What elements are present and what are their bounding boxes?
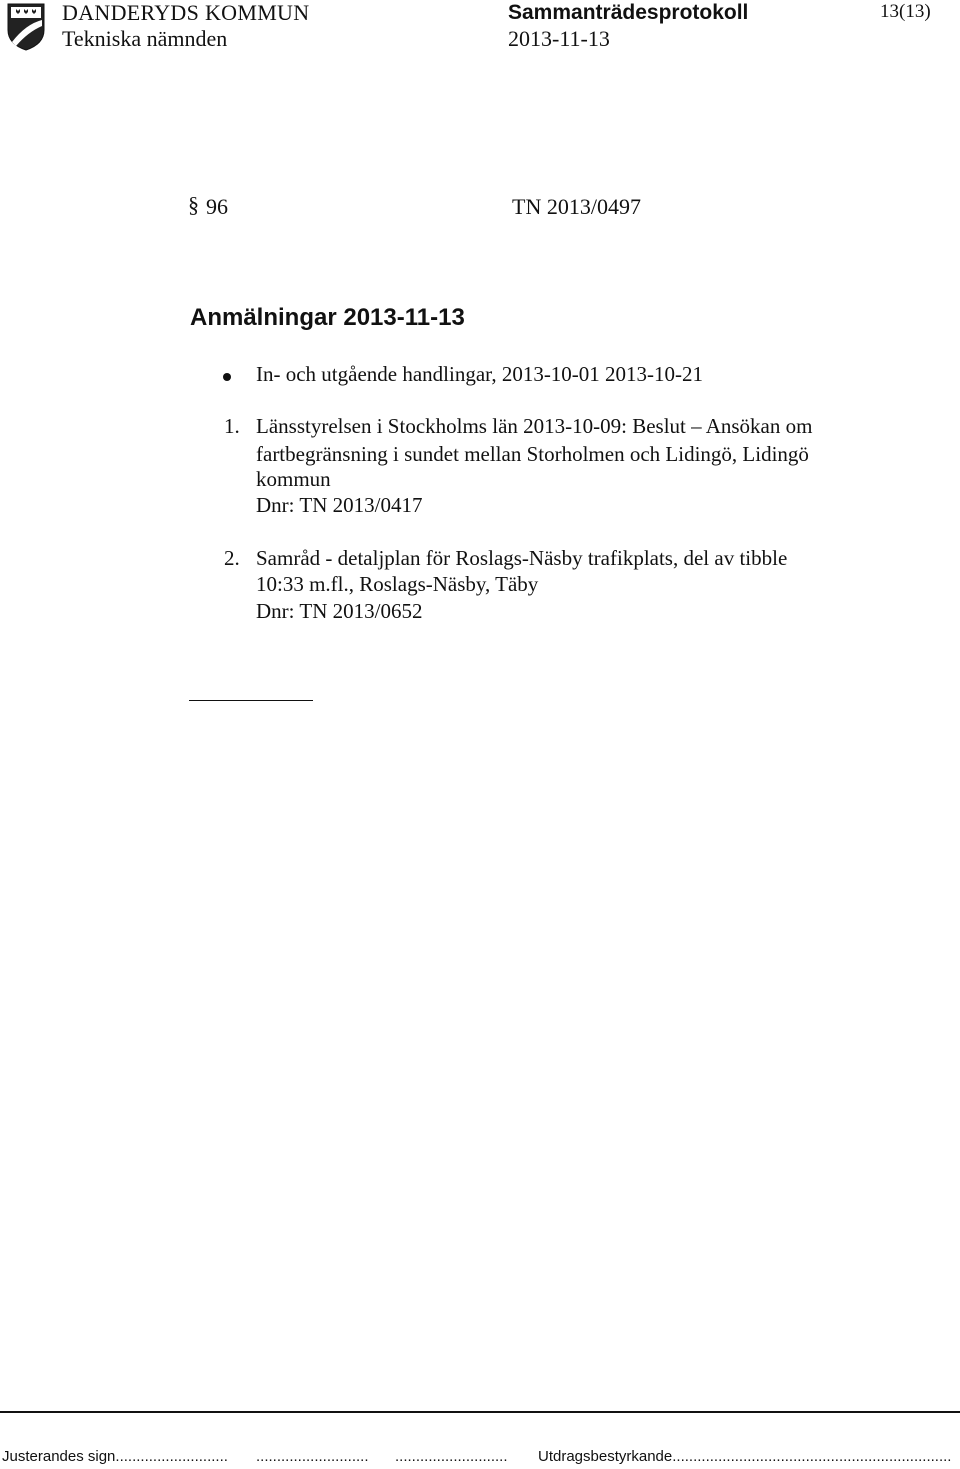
sign-field-3: ........................... — [395, 1448, 508, 1465]
item-dnr: Dnr: TN 2013/0652 — [256, 599, 423, 623]
paragraph-number: 96 — [206, 194, 228, 219]
sign-field-2: ........................... — [256, 1448, 369, 1465]
item-number: 2. — [224, 546, 240, 570]
bullet-icon — [223, 373, 231, 381]
item-line: kommun — [256, 467, 331, 491]
utdragsbestyrkande: Utdragsbestyrkande................................................................... — [538, 1448, 952, 1465]
page-number: 13(13) — [880, 1, 931, 22]
item-number: 1. — [224, 414, 240, 438]
item-dnr: Dnr: TN 2013/0417 — [256, 493, 423, 517]
coat-of-arms-icon — [6, 2, 46, 52]
paragraph-reference: TN 2013/0497 — [512, 194, 641, 219]
justerandes-sign: Justerandes sign........................... — [2, 1448, 228, 1465]
section-heading: Anmälningar 2013-11-13 — [190, 304, 465, 331]
footer-divider — [0, 1411, 960, 1413]
item-line: fartbegränsning i sundet mellan Storholmen och Lidingö, Lidingö — [256, 442, 809, 466]
document-type: Sammanträdesprotokoll — [508, 1, 749, 24]
item-line: Samråd - detaljplan för Roslags-Näsby trafikplats, del av tibble — [256, 546, 788, 570]
department-name: Tekniska nämnden — [62, 26, 228, 51]
item-line: 10:33 m.fl., Roslags-Näsby, Täby — [256, 572, 539, 596]
bullet-text: In- och utgående handlingar, 2013-10-01 2013-10-21 — [256, 362, 704, 386]
paragraph-sign: § — [188, 192, 199, 217]
organization-name: DANDERYDS KOMMUN — [62, 0, 310, 25]
meeting-date: 2013-11-13 — [508, 26, 610, 51]
end-rule — [189, 700, 313, 701]
item-line: Länsstyrelsen i Stockholms län 2013-10-09: Beslut – Ansökan om — [256, 414, 813, 438]
